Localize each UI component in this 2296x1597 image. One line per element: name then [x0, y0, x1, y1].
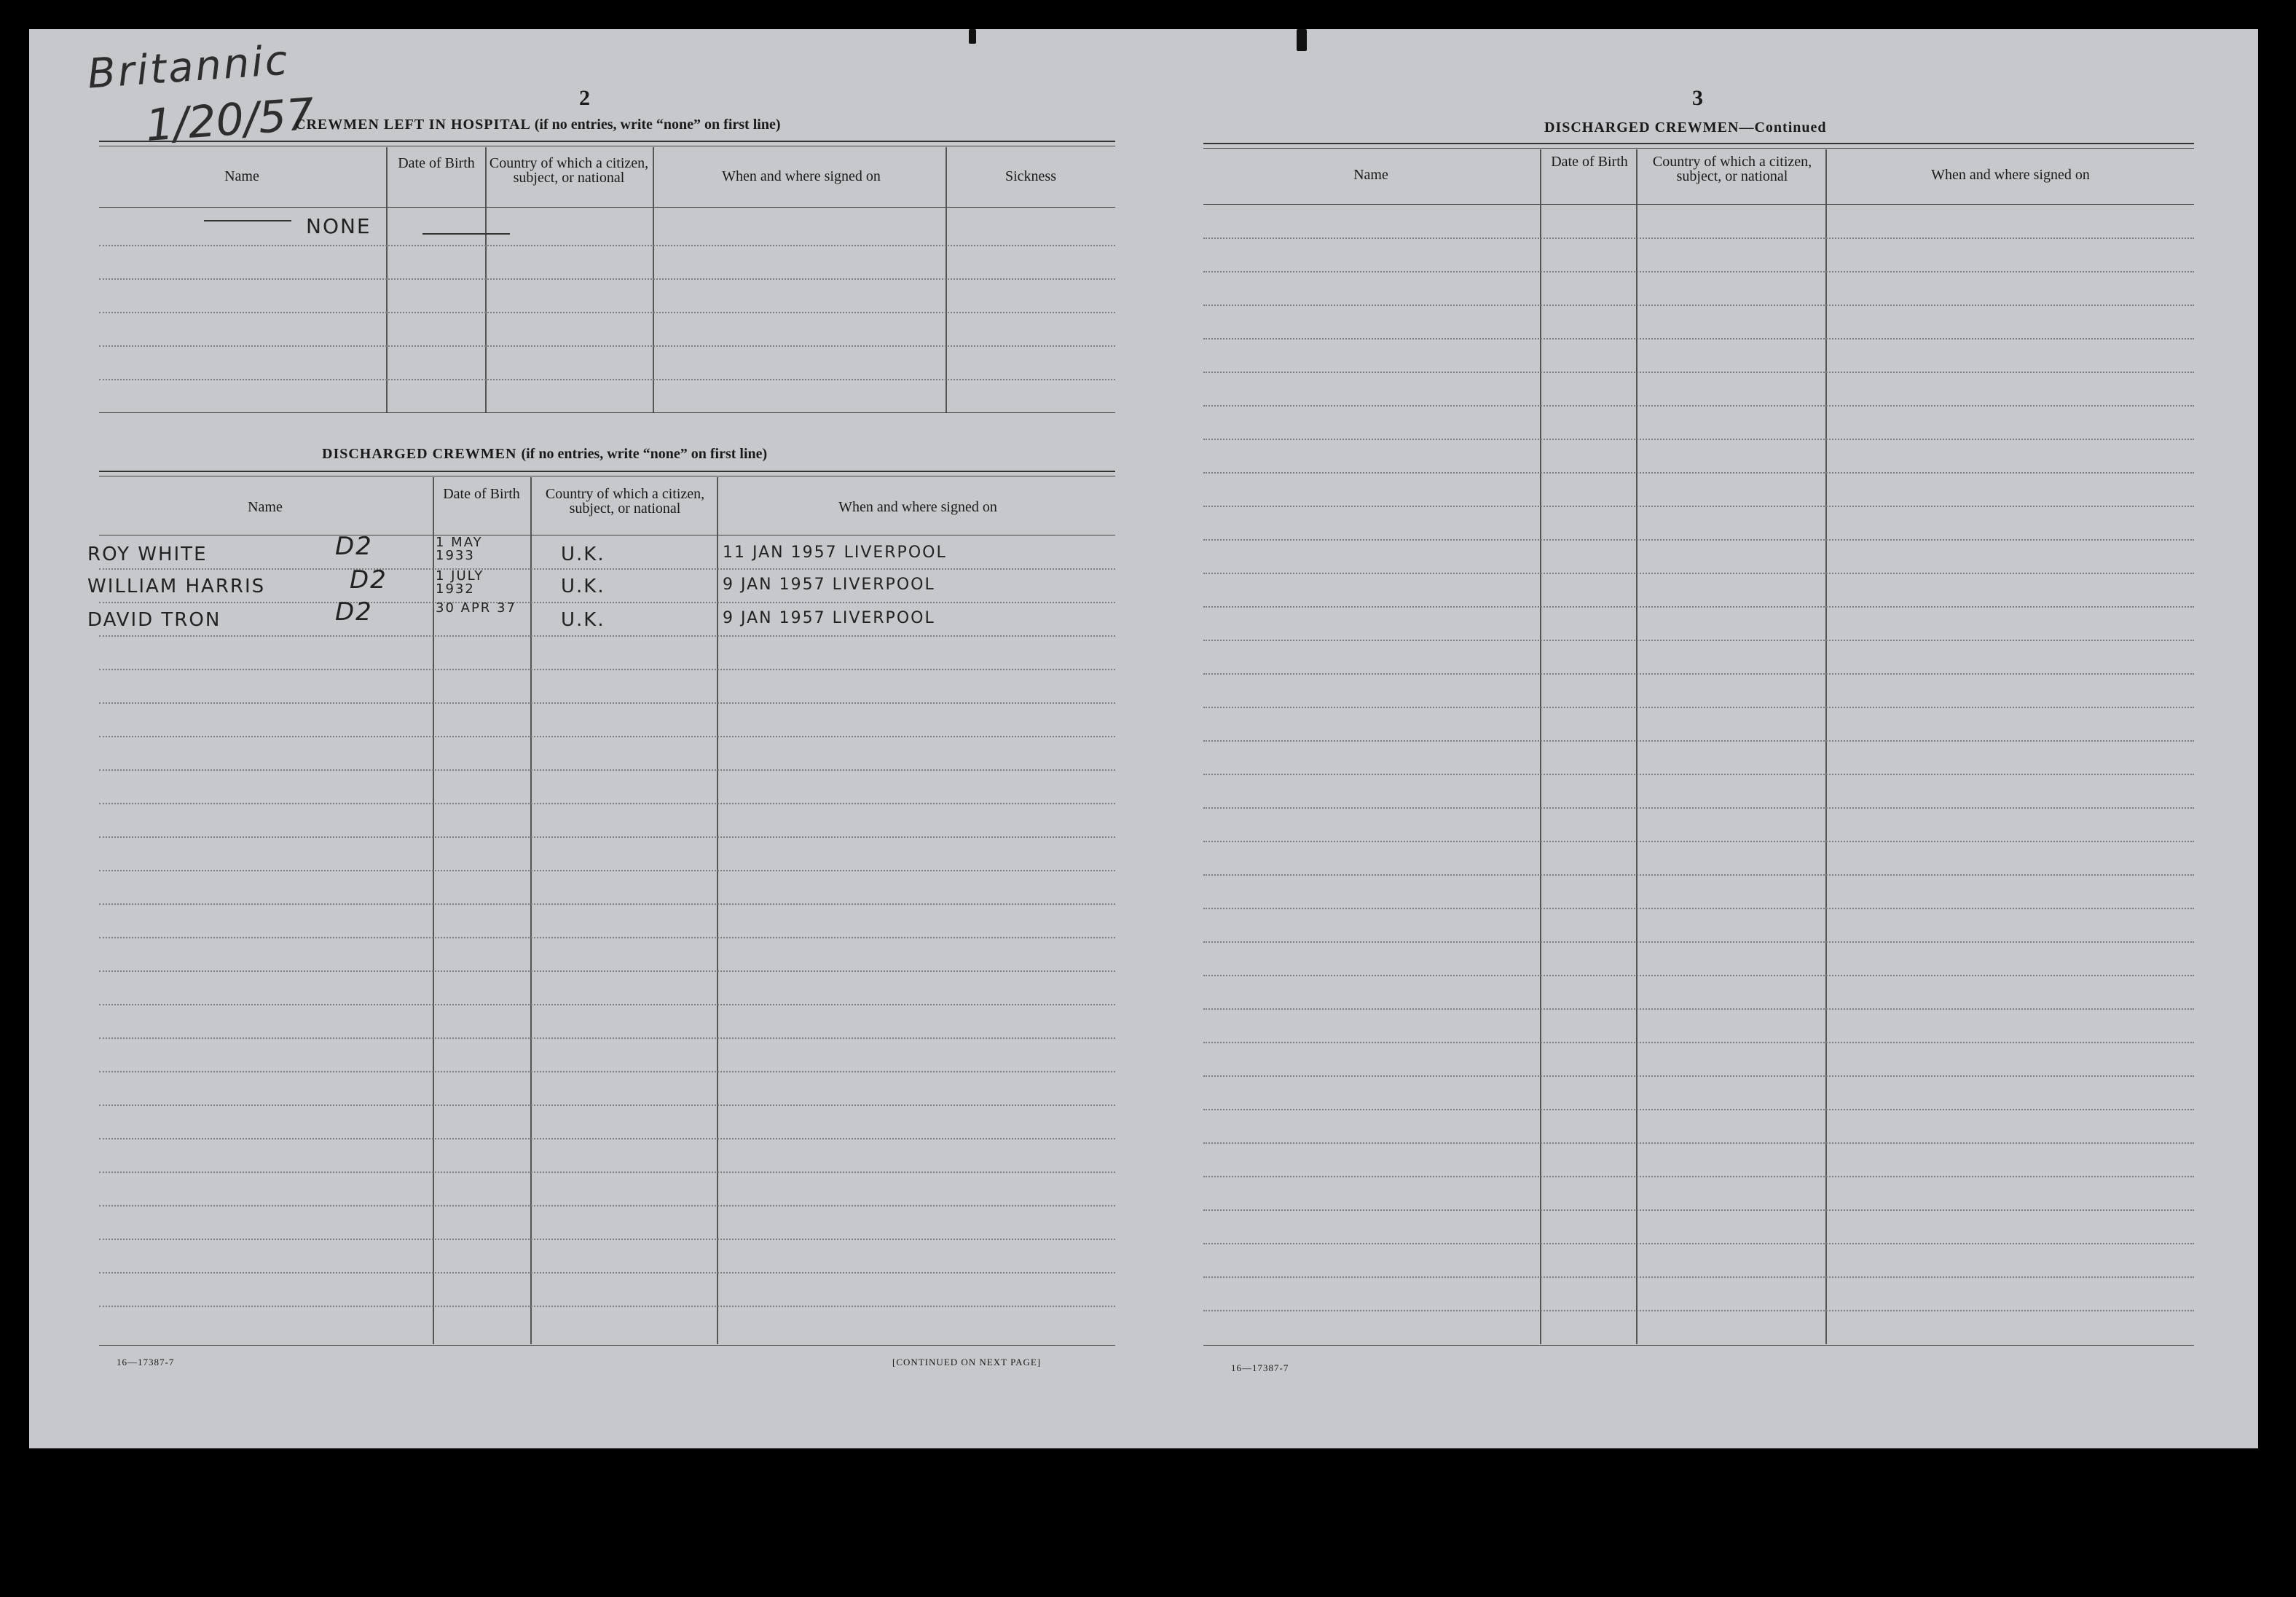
ruled-line [1203, 1109, 2194, 1110]
ruled-line [1203, 506, 2194, 507]
discharged-vline-1 [433, 477, 434, 1344]
ruled-line [99, 1306, 1115, 1307]
discharged-row-1-name: ROY WHITE [87, 544, 208, 565]
discharged-row-3-name: DAVID TRON [87, 609, 221, 631]
discharged-vline-2 [530, 477, 532, 1344]
ruled-line [1203, 975, 2194, 976]
discharged-title-text: DISCHARGED CREWMEN [322, 446, 517, 462]
ruled-line [1203, 1276, 2194, 1278]
ruled-line [99, 1138, 1115, 1139]
ruled-line [99, 736, 1115, 737]
right-col-name: Name [1353, 167, 1388, 183]
ruled-line [99, 1037, 1115, 1039]
ruled-line [99, 1239, 1115, 1240]
ruled-line [1203, 908, 2194, 909]
ruled-line [1203, 238, 2194, 239]
discharged-row-1-dob: 1 MAY 1933 [436, 535, 483, 563]
hospital-vline-3 [653, 147, 654, 413]
ruled-line [1203, 640, 2194, 641]
hospital-section-title [295, 117, 781, 133]
ruled-line [1203, 673, 2194, 675]
ruled-line [1203, 807, 2194, 809]
hospital-vline-4 [945, 147, 947, 413]
ruled-line [99, 1004, 1115, 1005]
hospital-vline-2 [485, 147, 487, 413]
discharged-row-2-country: U.K. [561, 576, 605, 597]
right-vline-1 [1540, 149, 1541, 1344]
ruled-line [1203, 539, 2194, 541]
hospital-bottom-rule [99, 412, 1115, 413]
ruled-line [1203, 472, 2194, 474]
discharged-row-3-mark: D2 [335, 597, 373, 627]
hospital-title-text: CREWMEN LEFT IN HOSPITAL [295, 117, 530, 133]
ruled-line [1203, 1075, 2194, 1077]
ruled-line [99, 1205, 1115, 1206]
right-col-dob: Date of Birth [1551, 154, 1628, 170]
ruled-line [99, 803, 1115, 804]
ruled-line [99, 568, 1115, 570]
hospital-line [99, 379, 1115, 380]
discharged-row-2-dob: 1 JULY 1932 [436, 568, 484, 597]
ruled-line [99, 903, 1115, 905]
ruled-line [1203, 1008, 2194, 1010]
ruled-line [1203, 740, 2194, 742]
ruled-line [99, 1272, 1115, 1274]
right-section-title [1544, 119, 1827, 136]
handwritten-date: 1/20/57 [144, 89, 316, 152]
discharged-col-name: Name [248, 499, 283, 515]
right-vline-3 [1825, 149, 1827, 1344]
right-top-rule-2 [1203, 148, 2194, 149]
hospital-col-signed: When and where signed on [722, 168, 881, 184]
hospital-line [99, 245, 1115, 246]
hospital-line [99, 312, 1115, 313]
ruled-line [1203, 372, 2194, 373]
ruled-line [1203, 1042, 2194, 1043]
discharged-row-3-signed: 9 JAN 1957 LIVERPOOL [723, 609, 935, 627]
right-form-number: 16—17387-7 [1231, 1362, 1289, 1373]
right-title-suffix: —Continued [1739, 119, 1827, 136]
right-col-country: Country of which a citizen, subject, or national [1652, 154, 1812, 184]
discharged-top-rule [99, 471, 1115, 472]
ruled-line [1203, 941, 2194, 943]
hospital-header-rule [99, 207, 1115, 208]
staple-mark-right [1297, 29, 1307, 51]
discharged-col-country: Country of which a citizen, subject, or national [545, 486, 705, 517]
hospital-col-country: Country of which a citizen, subject, or national [489, 155, 649, 186]
continued-note: [CONTINUED ON NEXT PAGE] [892, 1357, 1042, 1368]
right-title-text: DISCHARGED CREWMEN [1544, 119, 1739, 136]
ruled-line [99, 602, 1115, 603]
ruled-line [1203, 874, 2194, 876]
ruled-line [99, 1172, 1115, 1173]
ruled-line [1203, 774, 2194, 775]
right-vline-2 [1636, 149, 1638, 1344]
ruled-line [99, 1071, 1115, 1072]
ruled-line [1203, 1209, 2194, 1211]
right-header-rule [1203, 204, 2194, 205]
ruled-line [1203, 271, 2194, 272]
hospital-col-sickness: Sickness [1005, 168, 1056, 184]
discharged-vline-3 [717, 477, 718, 1344]
discharged-section-title [322, 446, 767, 463]
none-dash-right [422, 233, 510, 235]
discharged-row-1-signed: 11 JAN 1957 LIVERPOOL [723, 544, 947, 562]
ruled-line [99, 769, 1115, 771]
ruled-line [99, 635, 1115, 637]
ruled-line [99, 702, 1115, 704]
discharged-row-1-country: U.K. [561, 544, 605, 565]
discharged-row-2-mark: D2 [350, 565, 388, 595]
hospital-col-dob: Date of Birth [398, 155, 475, 171]
hospital-line [99, 345, 1115, 347]
ruled-line [1203, 338, 2194, 340]
discharged-row-2-signed: 9 JAN 1957 LIVERPOOL [723, 576, 935, 594]
ruled-bottom-line [99, 1345, 1115, 1346]
discharged-row-2-name: WILLIAM HARRIS [87, 576, 266, 597]
ruled-line [99, 870, 1115, 871]
staple-mark-left [969, 29, 976, 44]
hospital-top-rule [99, 141, 1115, 142]
hospital-vline-1 [386, 147, 388, 413]
ruled-line [99, 836, 1115, 838]
ruled-line [99, 970, 1115, 972]
ruled-line [1203, 573, 2194, 574]
none-dash-left [204, 220, 291, 221]
ruled-line [1203, 841, 2194, 842]
hospital-col-name: Name [224, 168, 259, 184]
discharged-col-signed: When and where signed on [838, 499, 997, 515]
discharged-col-dob: Date of Birth [443, 486, 520, 502]
left-page-number: 2 [579, 86, 590, 110]
ruled-line [1203, 1176, 2194, 1177]
right-page-number: 3 [1692, 86, 1703, 110]
ruled-line [99, 669, 1115, 670]
manifest-sheet [29, 29, 2258, 1448]
ruled-line [99, 937, 1115, 938]
ruled-line [1203, 439, 2194, 440]
discharged-title-instruction: (if no entries, write “none” on first line) [521, 446, 768, 462]
discharged-row-1-mark: D2 [335, 532, 373, 561]
left-form-number: 16—17387-7 [117, 1357, 175, 1368]
ruled-line [99, 1104, 1115, 1106]
discharged-row-3-dob: 30 APR 37 [436, 600, 516, 616]
ruled-line [1203, 707, 2194, 708]
hospital-title-instruction: (if no entries, write “none” on first line) [534, 117, 781, 133]
ruled-line [1203, 305, 2194, 306]
ruled-line [1203, 1310, 2194, 1311]
discharged-row-3-country: U.K. [561, 609, 605, 631]
hospital-line [99, 278, 1115, 280]
right-top-rule [1203, 143, 2194, 144]
ruled-line [1203, 1142, 2194, 1144]
right-col-signed: When and where signed on [1931, 167, 2090, 183]
ruled-bottom-line [1203, 1345, 2194, 1346]
ruled-line [1203, 405, 2194, 407]
ruled-line [1203, 606, 2194, 608]
hospital-none-entry: NONE [306, 214, 371, 238]
ruled-line [1203, 1243, 2194, 1244]
handwritten-ship-name: Britannic [86, 36, 291, 98]
